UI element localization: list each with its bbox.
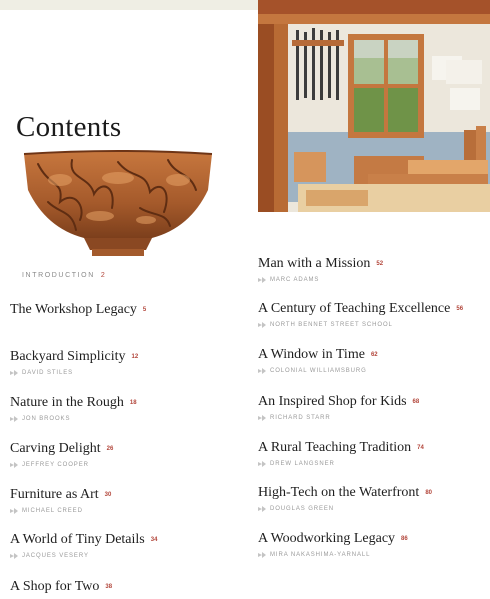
entry-page-number: 38: [105, 584, 113, 590]
entry-page-number: 34: [150, 537, 158, 543]
entry-page-number: 12: [131, 354, 139, 360]
entry-page-number: 5: [142, 307, 147, 313]
entry-title: An Inspired Shop for Kids: [258, 394, 407, 409]
author-bullet-icon: [258, 322, 266, 328]
introduction-label: INTRODUCTION: [22, 272, 95, 279]
entry-title: Backyard Simplicity: [10, 349, 126, 364]
toc-entry-workshop-legacy[interactable]: [10, 300, 146, 318]
entry-author: MICHAEL CREED: [22, 508, 83, 514]
entry-page-number: 56: [456, 306, 464, 312]
introduction-entry[interactable]: [22, 272, 105, 279]
entry-author: MIRA NAKASHIMA-YARNALL: [270, 552, 371, 558]
toc-entry-window-in-time[interactable]: [258, 345, 378, 374]
entry-page-number: 86: [401, 536, 408, 542]
carved-bowl-image: [20, 150, 216, 258]
page-title: Contents: [16, 111, 122, 144]
toc-entry-backyard-simplicity[interactable]: [10, 347, 138, 376]
entry-title: A Woodworking Legacy: [258, 531, 396, 546]
entry-title: A World of Tiny Details: [10, 532, 145, 547]
introduction-page-number: 2: [100, 272, 105, 279]
toc-entry-century-of-teaching[interactable]: [258, 299, 463, 328]
toc-entry-carving-delight[interactable]: [10, 439, 113, 468]
toc-entry-furniture-as-art[interactable]: [10, 485, 111, 514]
entry-title: A Shop for Two: [10, 579, 100, 594]
entry-page-number: 30: [104, 492, 112, 498]
author-bullet-icon: [10, 370, 18, 376]
toc-entry-high-tech-waterfront[interactable]: [258, 483, 432, 512]
author-bullet-icon: [258, 368, 266, 374]
toc-entry-nature-in-the-rough[interactable]: [10, 393, 137, 422]
entry-author: COLONIAL WILLIAMSBURG: [270, 368, 367, 374]
entry-author: MARC ADAMS: [270, 277, 320, 283]
entry-title: Furniture as Art: [10, 487, 99, 502]
author-bullet-icon: [258, 552, 266, 558]
entry-page-number: 74: [417, 445, 424, 451]
entry-page-number: 26: [106, 446, 114, 452]
entry-title: Nature in the Rough: [10, 395, 124, 410]
entry-author: JEFFREY COOPER: [22, 462, 89, 468]
entry-title: A Rural Teaching Tradition: [258, 440, 412, 455]
entry-author: JACQUES VESERY: [22, 553, 89, 559]
toc-entry-inspired-shop-for-kids[interactable]: [258, 392, 419, 421]
entry-title: The Workshop Legacy: [10, 302, 137, 317]
entry-page-number: 18: [129, 400, 137, 406]
entry-author: DAVID STILES: [22, 370, 74, 376]
top-strip: [0, 0, 258, 10]
entry-title: A Window in Time: [258, 347, 365, 362]
author-bullet-icon: [10, 553, 18, 559]
toc-entry-world-of-tiny-details[interactable]: [10, 530, 157, 559]
entry-author: DREW LANGSNER: [270, 461, 335, 467]
toc-entry-rural-teaching-tradition[interactable]: [258, 438, 424, 467]
author-bullet-icon: [258, 415, 266, 421]
author-bullet-icon: [258, 277, 266, 283]
entry-author: JON BROOKS: [22, 416, 71, 422]
toc-entry-woodworking-legacy[interactable]: [258, 529, 408, 558]
entry-title: A Century of Teaching Excellence: [258, 301, 451, 316]
entry-title: High-Tech on the Waterfront: [258, 485, 420, 500]
entry-author: NORTH BENNET STREET SCHOOL: [270, 322, 393, 328]
entry-author: DOUGLAS GREEN: [270, 506, 335, 512]
entry-title: Man with a Mission: [258, 256, 371, 271]
entry-page-number: 52: [376, 261, 384, 267]
entry-page-number: 62: [370, 352, 378, 358]
entry-page-number: 80: [425, 490, 432, 496]
toc-entry-shop-for-two[interactable]: [10, 577, 112, 595]
toc-entry-man-with-a-mission[interactable]: [258, 254, 383, 283]
author-bullet-icon: [258, 506, 266, 512]
entry-title: Carving Delight: [10, 441, 101, 456]
author-bullet-icon: [10, 508, 18, 514]
workshop-photo: [258, 0, 490, 212]
entry-page-number: 68: [412, 399, 420, 405]
entry-author: RICHARD STARR: [270, 415, 331, 421]
author-bullet-icon: [10, 416, 18, 422]
author-bullet-icon: [258, 461, 266, 467]
author-bullet-icon: [10, 462, 18, 468]
